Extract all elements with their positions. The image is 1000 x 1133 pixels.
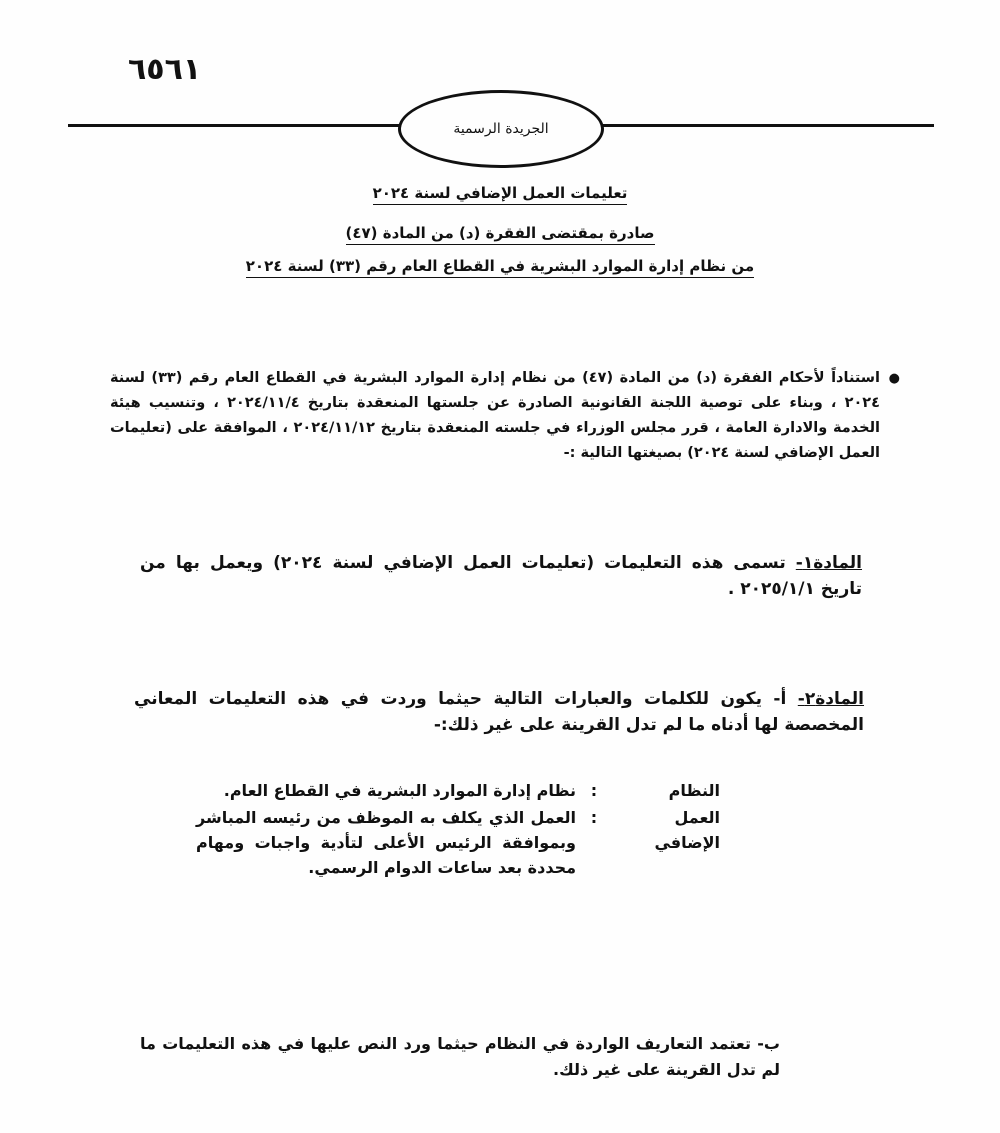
definition-colon: : bbox=[590, 808, 598, 827]
article-1-label: المادة١- bbox=[795, 553, 863, 573]
article-2-text: أ- يكون للكلمات والعبارات التالية حيثما وردت في هذه التعليمات المعاني المخصصة لها أدناه ما لم تدل القرينة على غير ذلك:- bbox=[134, 689, 864, 735]
preamble-text: استناداً لأحكام الفقرة (د) من المادة (٤٧) من نظام إدارة الموارد البشرية في القطاع العام رقم (٣٣) لسنة ٢٠٢٤ ، وبناء على توصية اللجنة القانونية الصادرة عن جلستها المنعقدة بتاريخ ٢٠٢٤/١١/٤ ، وتنسيب هيئة الخدمة والادارة العامة ، قرر مجلس الوزراء في جلسته المنعقدة بتاريخ ٢٠٢٤/١١/١٢ ، الموافقة على (تعليمات العمل الإضافي لسنة ٢٠٢٤) بصيغتها التالية :- bbox=[110, 370, 881, 461]
bullet-icon: ● bbox=[888, 371, 900, 386]
gazette-oval bbox=[398, 90, 604, 168]
article-2-body bbox=[134, 686, 864, 738]
article-2-label: المادة٢- bbox=[797, 689, 865, 709]
page-number: ٦٥٦١ bbox=[128, 52, 202, 87]
gazette-name: الجريدة الرسمية bbox=[453, 121, 549, 137]
title-text-3: من نظام إدارة الموارد البشرية في القطاع العام رقم (٣٣) لسنة ٢٠٢٤ bbox=[246, 257, 754, 278]
article-1-body bbox=[140, 550, 862, 602]
definitions-table bbox=[196, 778, 720, 882]
definition-row bbox=[196, 805, 720, 880]
title-line-1 bbox=[0, 184, 1000, 202]
title-line-3 bbox=[0, 257, 1000, 275]
title-line-2 bbox=[0, 224, 1000, 242]
definition-term: النظام bbox=[668, 781, 720, 800]
preamble-paragraph bbox=[110, 366, 898, 466]
title-text-2: صادرة بمقتضى الفقرة (د) من المادة (٤٧) bbox=[346, 224, 655, 245]
definition-colon: : bbox=[590, 781, 598, 800]
article-1 bbox=[140, 550, 862, 602]
definition-meaning: العمل الذي يكلف به الموظف من رئيسه المباشر وبموافقة الرئيس الأعلى لتأدية واجبات ومهام محددة بعد ساعات الدوام الرسمي. bbox=[196, 808, 576, 877]
article-2 bbox=[134, 686, 864, 738]
definition-meaning: نظام إدارة الموارد البشرية في القطاع العام. bbox=[223, 781, 576, 800]
article-1-text: تسمى هذه التعليمات (تعليمات العمل الإضافي لسنة ٢٠٢٤) ويعمل بها من تاريخ ٢٠٢٥/١/١ . bbox=[140, 553, 862, 599]
definition-term: العمل الإضافي bbox=[654, 808, 720, 852]
clause-b: ب- تعتمد التعاريف الواردة في النظام حيثما ورد النص عليها في هذه التعليمات ما لم تدل القرينة على غير ذلك. bbox=[140, 1034, 780, 1079]
definition-row bbox=[196, 778, 720, 803]
title-text-1: تعليمات العمل الإضافي لسنة ٢٠٢٤ bbox=[373, 184, 628, 205]
